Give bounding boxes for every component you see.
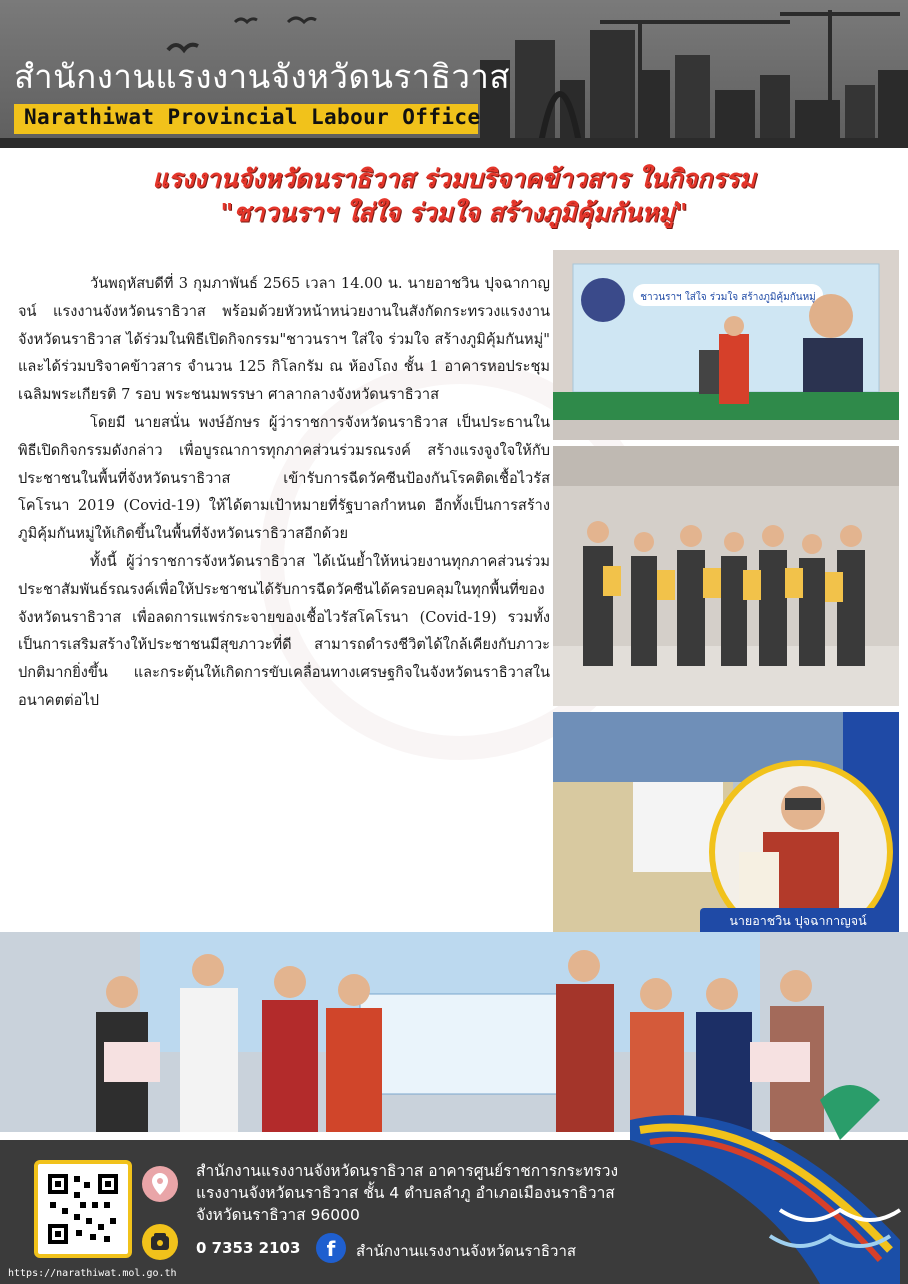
facebook-icon[interactable]: f (316, 1233, 346, 1263)
article-paragraph: ทั้งนี้ ผู้ว่าราชการจังหวัดนราธิวาส ได้เน้นย้ำให้หน่วยงานทุกภาคส่วนร่วมประชาสัมพันธ์รณรงค์เพื่อให้ประชาชนได้รับการฉีดวัคซีนได้ครอบคลุมในทุกพื้นที่ของจังหวัดนราธิวาส เพื่อลดการแพร่กระจายของเชื้อไวรัสโคโรนา (Covid-19) รวมทั้งเป็นการเสริมสร้างให้ประชาชนมีสุขภาวะที่ดี สามารถดำรงชีวิตได้ใกล้เคียงกับภาวะปกติมากยิ่งขึ้น และกระตุ้นให้เกิดการขับเคลื่อนทางเศรษฐกิจในจังหวัดนราธิวาสในอนาคตต่อไป (18, 552, 550, 709)
address-line: จังหวัดนราธิวาส 96000 (196, 1206, 360, 1224)
article-paragraph: วันพฤหัสบดีที่ 3 กุมภาพันธ์ 2565 เวลา 14.00 น. นายอาชวิน ปุจฉากาญจน์ แรงงานจังหวัดนราธิวาส พร้อมด้วยหัวหน้าหน่วยงานในสังกัดกระทรวงแรงงานจังหวัดนราธิวาส ได้ร่วมในพิธีเปิดกิจกรรม"ชาวนราฯ ใส่ใจ ร่วมใจ สร้างภูมิคุ้มกันหมู่" และได้ร่วมบริจาคข้าวสาร จำนวน 125 กิโลกรัม ณ ห้องโถง ชั้น 1 อาคารหอประชุมเฉลิมพระเกียรติ 7 รอบ พระชนมพรรษา ศาลากลางจังหวัดนราธิวาส (18, 275, 550, 404)
caption-name: นายอาชวิน ปุจฉากาญจน์ (729, 913, 867, 928)
phone-icon (142, 1224, 178, 1260)
address-line: สำนักงานแรงงานจังหวัดนราธิวาส อาคารศูนย์ราชการกระทรวง (196, 1162, 619, 1180)
location-pin-icon (142, 1166, 178, 1202)
photo-opening-ceremony (553, 250, 899, 440)
qr-code[interactable] (34, 1160, 132, 1258)
photo-rice-bags-portrait (553, 712, 899, 936)
header-title-thai: สำนักงานแรงงานจังหวัดนราธิวาส (14, 57, 511, 96)
footer-facebook-name[interactable]: สำนักงานแรงงานจังหวัดนราธิวาส (356, 1242, 577, 1260)
page-header (0, 0, 908, 148)
headline-line-1: แรงงานจังหวัดนราธิวาส ร่วมบริจาคข้าวสาร ในกิจกรรม (152, 164, 756, 193)
decorative-boat-graphic (620, 1060, 908, 1284)
address-line: แรงงานจังหวัดนราธิวาส ชั้น 4 ตำบลลำภู อำเภอเมืองนราธิวาส (196, 1184, 615, 1202)
photo-group-donation (553, 446, 899, 706)
stage-banner-text: ชาวนราฯ ใส่ใจ ร่วมใจ สร้างภูมิคุ้มกันหมู่ (640, 292, 816, 303)
website-url[interactable]: https://narathiwat.mol.go.th (8, 1268, 177, 1279)
article-body (18, 270, 550, 715)
headline (0, 162, 908, 230)
header-title-english: Narathiwat Provincial Labour Office (24, 105, 481, 129)
footer-phone[interactable]: 0 7353 2103 (196, 1239, 301, 1257)
article-paragraph: โดยมี นายสนั่น พงษ์อักษร ผู้ว่าราชการจังหวัดนราธิวาส เป็นประธานในพิธีเปิดกิจกรรมดังกล่าว เพื่อบูรณาการทุกภาคส่วนร่วมรณรงค์ สร้างแรงจูงใจให้กับประชาชนในพื้นที่จังหวัดนราธิวาส เข้ารับการฉีดวัคซีนป้องกันโรคติดเชื้อไวรัสโคโรนา 2019 (Covid-19) ให้ได้ตามเป้าหมายที่รัฐบาลกำหนด อีกทั้งเป็นการสร้างภูมิคุ้มกันหมู่ให้เกิดขึ้นในพื้นที่จังหวัดนราธิวาสอีกด้วย (18, 413, 550, 543)
headline-line-2: "ชาวนราฯ ใส่ใจ ร่วมใจ สร้างภูมิคุ้มกันหมู่" (220, 198, 688, 227)
